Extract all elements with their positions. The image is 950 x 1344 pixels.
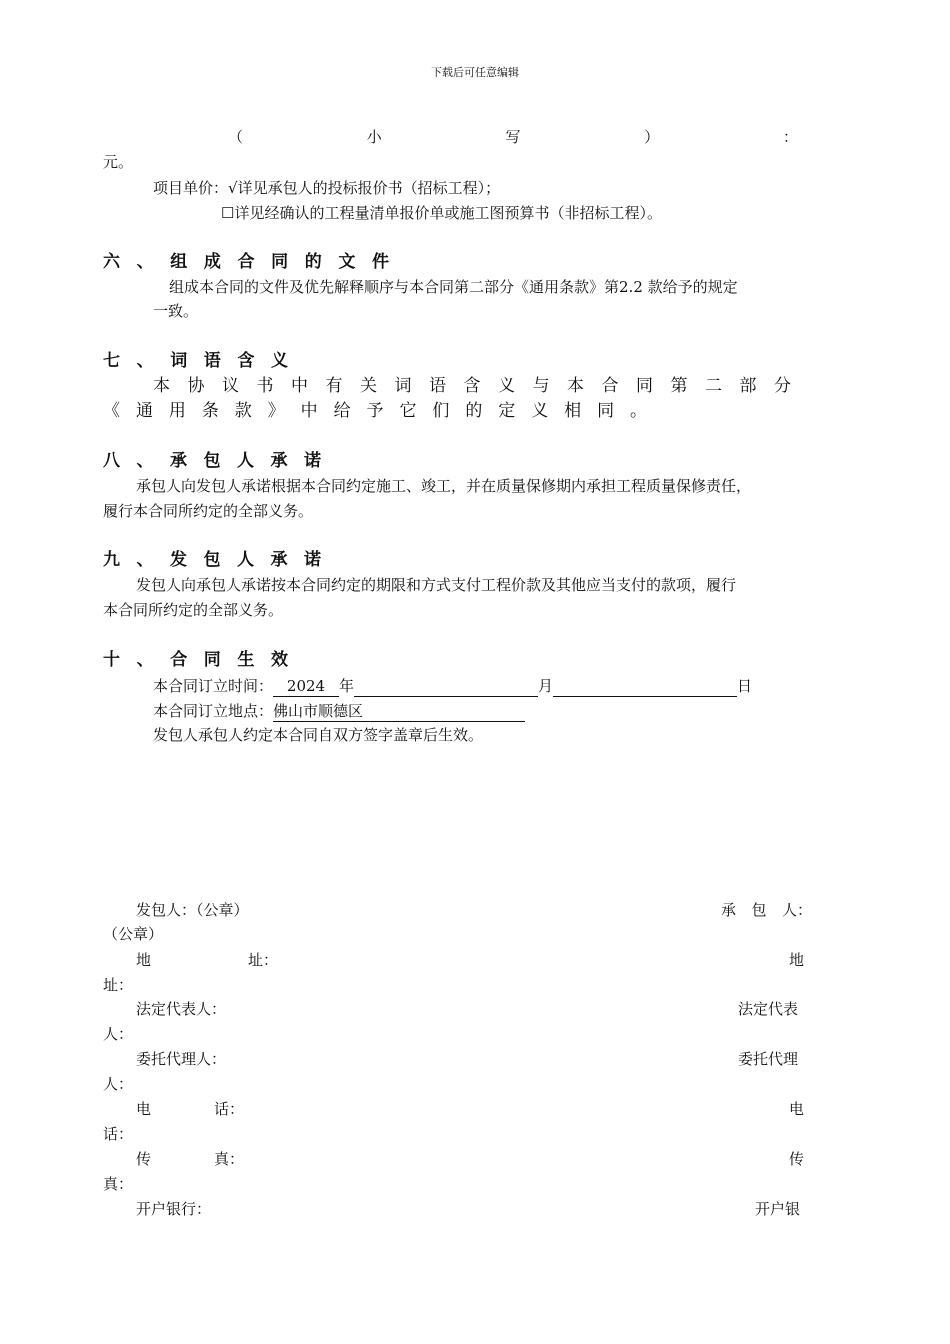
- text-char: 议: [222, 376, 239, 396]
- small-amount-char: （: [228, 128, 244, 146]
- title-char: 、: [136, 451, 154, 471]
- title-char: 、: [136, 252, 154, 272]
- text-char: 含: [463, 376, 481, 396]
- section-8-title: [103, 450, 321, 472]
- text-char: 义: [531, 401, 549, 421]
- text-char: 通: [135, 401, 153, 421]
- title-char: 组: [170, 252, 188, 272]
- label-char: 真：: [213, 1150, 244, 1168]
- title-char: 件: [372, 252, 389, 272]
- label-char: 人：: [781, 901, 812, 919]
- employer-address-label: [136, 950, 278, 970]
- title-char: 人: [237, 451, 254, 471]
- contractor-legal-rep-wrap: 人：: [103, 1025, 134, 1043]
- title-char: 人: [237, 550, 254, 570]
- text-char: 分: [774, 376, 791, 396]
- section-9-text-line2: 本合同所约定的全部义务。: [103, 601, 284, 619]
- item-price-line: [153, 178, 500, 198]
- text-char: 用: [168, 401, 186, 421]
- text-char: 第: [670, 376, 688, 396]
- title-char: 诺: [304, 451, 321, 471]
- employer-phone-label: [136, 1099, 244, 1119]
- employer-seal-label: 发包人：（公章）: [136, 901, 249, 919]
- title-char: 义: [270, 351, 288, 371]
- employer-fax-label: [136, 1149, 244, 1169]
- text-char: 合: [601, 376, 619, 396]
- text-char: 中: [300, 401, 318, 421]
- title-char: 承: [270, 451, 288, 471]
- title-char: 十: [103, 650, 120, 670]
- title-char: 九: [103, 550, 120, 570]
- text-char: 款: [234, 401, 252, 421]
- contractor-agent-wrap: 人：: [103, 1075, 134, 1093]
- employer-agent-label: 委托代理人：: [136, 1050, 227, 1068]
- signing-place-label: 本合同订立地点：: [153, 702, 274, 720]
- year-unit: 年: [339, 677, 355, 695]
- title-char: 含: [237, 351, 255, 371]
- contractor-seal-label: [721, 900, 812, 920]
- text-char: 定: [498, 401, 516, 421]
- text-char: 给: [333, 401, 351, 421]
- text-char: 的: [465, 401, 483, 421]
- label-char: 电: [136, 1100, 152, 1118]
- text-char: 有: [325, 376, 343, 396]
- label-char: 话：: [213, 1100, 244, 1118]
- text-char: 关: [360, 376, 377, 396]
- section-6-text-line1: 组成本合同的文件及优先解释顺序与本合同第二部分《通用条款》第2.2 款给予的规定: [169, 278, 738, 296]
- title-char: 成: [203, 252, 221, 272]
- label-char: 承: [721, 901, 737, 919]
- text-char: 与: [532, 376, 550, 396]
- title-char: 语: [203, 351, 221, 371]
- signing-month-field[interactable]: [354, 676, 538, 697]
- text-char: 词: [394, 376, 412, 396]
- label-char: 传: [136, 1150, 152, 1168]
- section-8-text-line2: 履行本合同所约定的全部义务。: [103, 502, 314, 520]
- title-char: 六: [103, 252, 120, 272]
- text-char: 同: [597, 401, 615, 421]
- small-amount-char: 写: [505, 128, 521, 146]
- section-8-text-line1: 承包人向发包人承诺根据本合同约定施工、竣工，并在质量保修期内承担工程质量保修责任，: [136, 477, 752, 495]
- text-char: 它: [399, 401, 417, 421]
- text-char: 本: [153, 376, 170, 396]
- text-char: 条: [201, 401, 219, 421]
- effective-clause: 发包人承包人约定本合同自双方签字盖章后生效。: [153, 726, 484, 744]
- text-char: 。: [630, 401, 647, 421]
- text-char: 语: [429, 376, 446, 396]
- section-9-title: [103, 549, 321, 571]
- text-char: 同: [636, 376, 653, 396]
- small-amount-char: 小: [366, 128, 382, 146]
- title-char: 包: [203, 550, 221, 570]
- text-char: 》: [267, 401, 285, 421]
- contractor-fax-wrap: 真：: [103, 1175, 134, 1193]
- title-char: 的: [304, 252, 322, 272]
- title-char: 同: [203, 650, 221, 670]
- title-char: 词: [170, 351, 188, 371]
- signing-date-line: [153, 676, 752, 697]
- label-char: 包: [751, 901, 767, 919]
- label-char: 地: [136, 951, 152, 969]
- small-amount-line: [228, 127, 798, 147]
- signing-place-line: [153, 701, 525, 722]
- contractor-seal-wrap: （公章）: [103, 925, 164, 943]
- employer-bank-label: 开户银行：: [136, 1200, 212, 1218]
- label-char: 址：: [247, 951, 278, 969]
- section-7-title: [103, 350, 288, 372]
- contractor-address-wrap: 址：: [103, 976, 134, 994]
- contractor-address-label: 地: [789, 951, 805, 969]
- item-price-option-tender: √详见承包人的投标报价书（招标工程）；: [228, 179, 501, 197]
- title-char: 、: [136, 550, 154, 570]
- contractor-fax-label: 传: [789, 1150, 805, 1168]
- contractor-phone-wrap: 话：: [103, 1125, 134, 1143]
- title-char: 合: [170, 650, 188, 670]
- section-6-text-line2: 一致。: [153, 302, 199, 320]
- title-char: 发: [170, 550, 187, 570]
- text-char: 们: [432, 401, 450, 421]
- signing-place-field[interactable]: 佛山市顺德区: [273, 701, 525, 722]
- contractor-legal-rep-label: 法定代表: [738, 1000, 799, 1018]
- text-char: 本: [567, 376, 584, 396]
- contractor-bank-label: 开户银: [755, 1200, 801, 1218]
- text-char: 书: [256, 376, 274, 396]
- title-char: 同: [271, 252, 289, 272]
- title-char: 承: [270, 550, 288, 570]
- section-6-title: [103, 251, 389, 273]
- signing-day-field[interactable]: [553, 676, 737, 697]
- title-char: 七: [103, 351, 120, 371]
- contractor-agent-label: 委托代理: [738, 1050, 799, 1068]
- employer-legal-rep-label: 法定代表人：: [136, 1000, 227, 1018]
- small-amount-char: ：: [782, 128, 798, 146]
- text-char: 予: [366, 401, 384, 421]
- section-10-title: [103, 649, 288, 671]
- price-unit: 元。: [103, 153, 134, 171]
- text-char: 部: [739, 376, 757, 396]
- title-char: 合: [237, 252, 255, 272]
- title-char: 八: [103, 451, 120, 471]
- text-char: 二: [705, 376, 722, 396]
- title-char: 效: [270, 650, 288, 670]
- title-char: 、: [136, 351, 154, 371]
- small-amount-char: ）: [644, 128, 660, 146]
- day-unit: 日: [737, 677, 753, 695]
- page-header-note: 下载后可任意编辑: [431, 66, 519, 79]
- item-price-label: 项目单价：: [153, 179, 229, 197]
- item-price-option-nontender: ☐详见经确认的工程量清单报价单或施工图预算书（非招标工程）。: [221, 204, 662, 222]
- contractor-phone-label: 电: [789, 1100, 805, 1118]
- text-char: 《: [103, 401, 120, 421]
- text-char: 相: [564, 401, 582, 421]
- section-7-text-line2: [103, 400, 647, 422]
- title-char: 生: [237, 650, 255, 670]
- title-char: 承: [170, 451, 187, 471]
- title-char: 、: [136, 650, 154, 670]
- signing-year-field[interactable]: 2024: [273, 676, 339, 697]
- section-7-text-line1: [153, 375, 791, 397]
- month-unit: 月: [538, 677, 554, 695]
- title-char: 包: [203, 451, 221, 471]
- title-char: 文: [338, 252, 356, 272]
- section-9-text-line1: 发包人向承包人承诺按本合同约定的期限和方式支付工程价款及其他应当支付的款项，履行: [136, 576, 737, 594]
- text-char: 中: [291, 376, 308, 396]
- text-char: 协: [187, 376, 205, 396]
- signing-date-label: 本合同订立时间：: [153, 677, 274, 695]
- title-char: 诺: [304, 550, 321, 570]
- text-char: 义: [498, 376, 515, 396]
